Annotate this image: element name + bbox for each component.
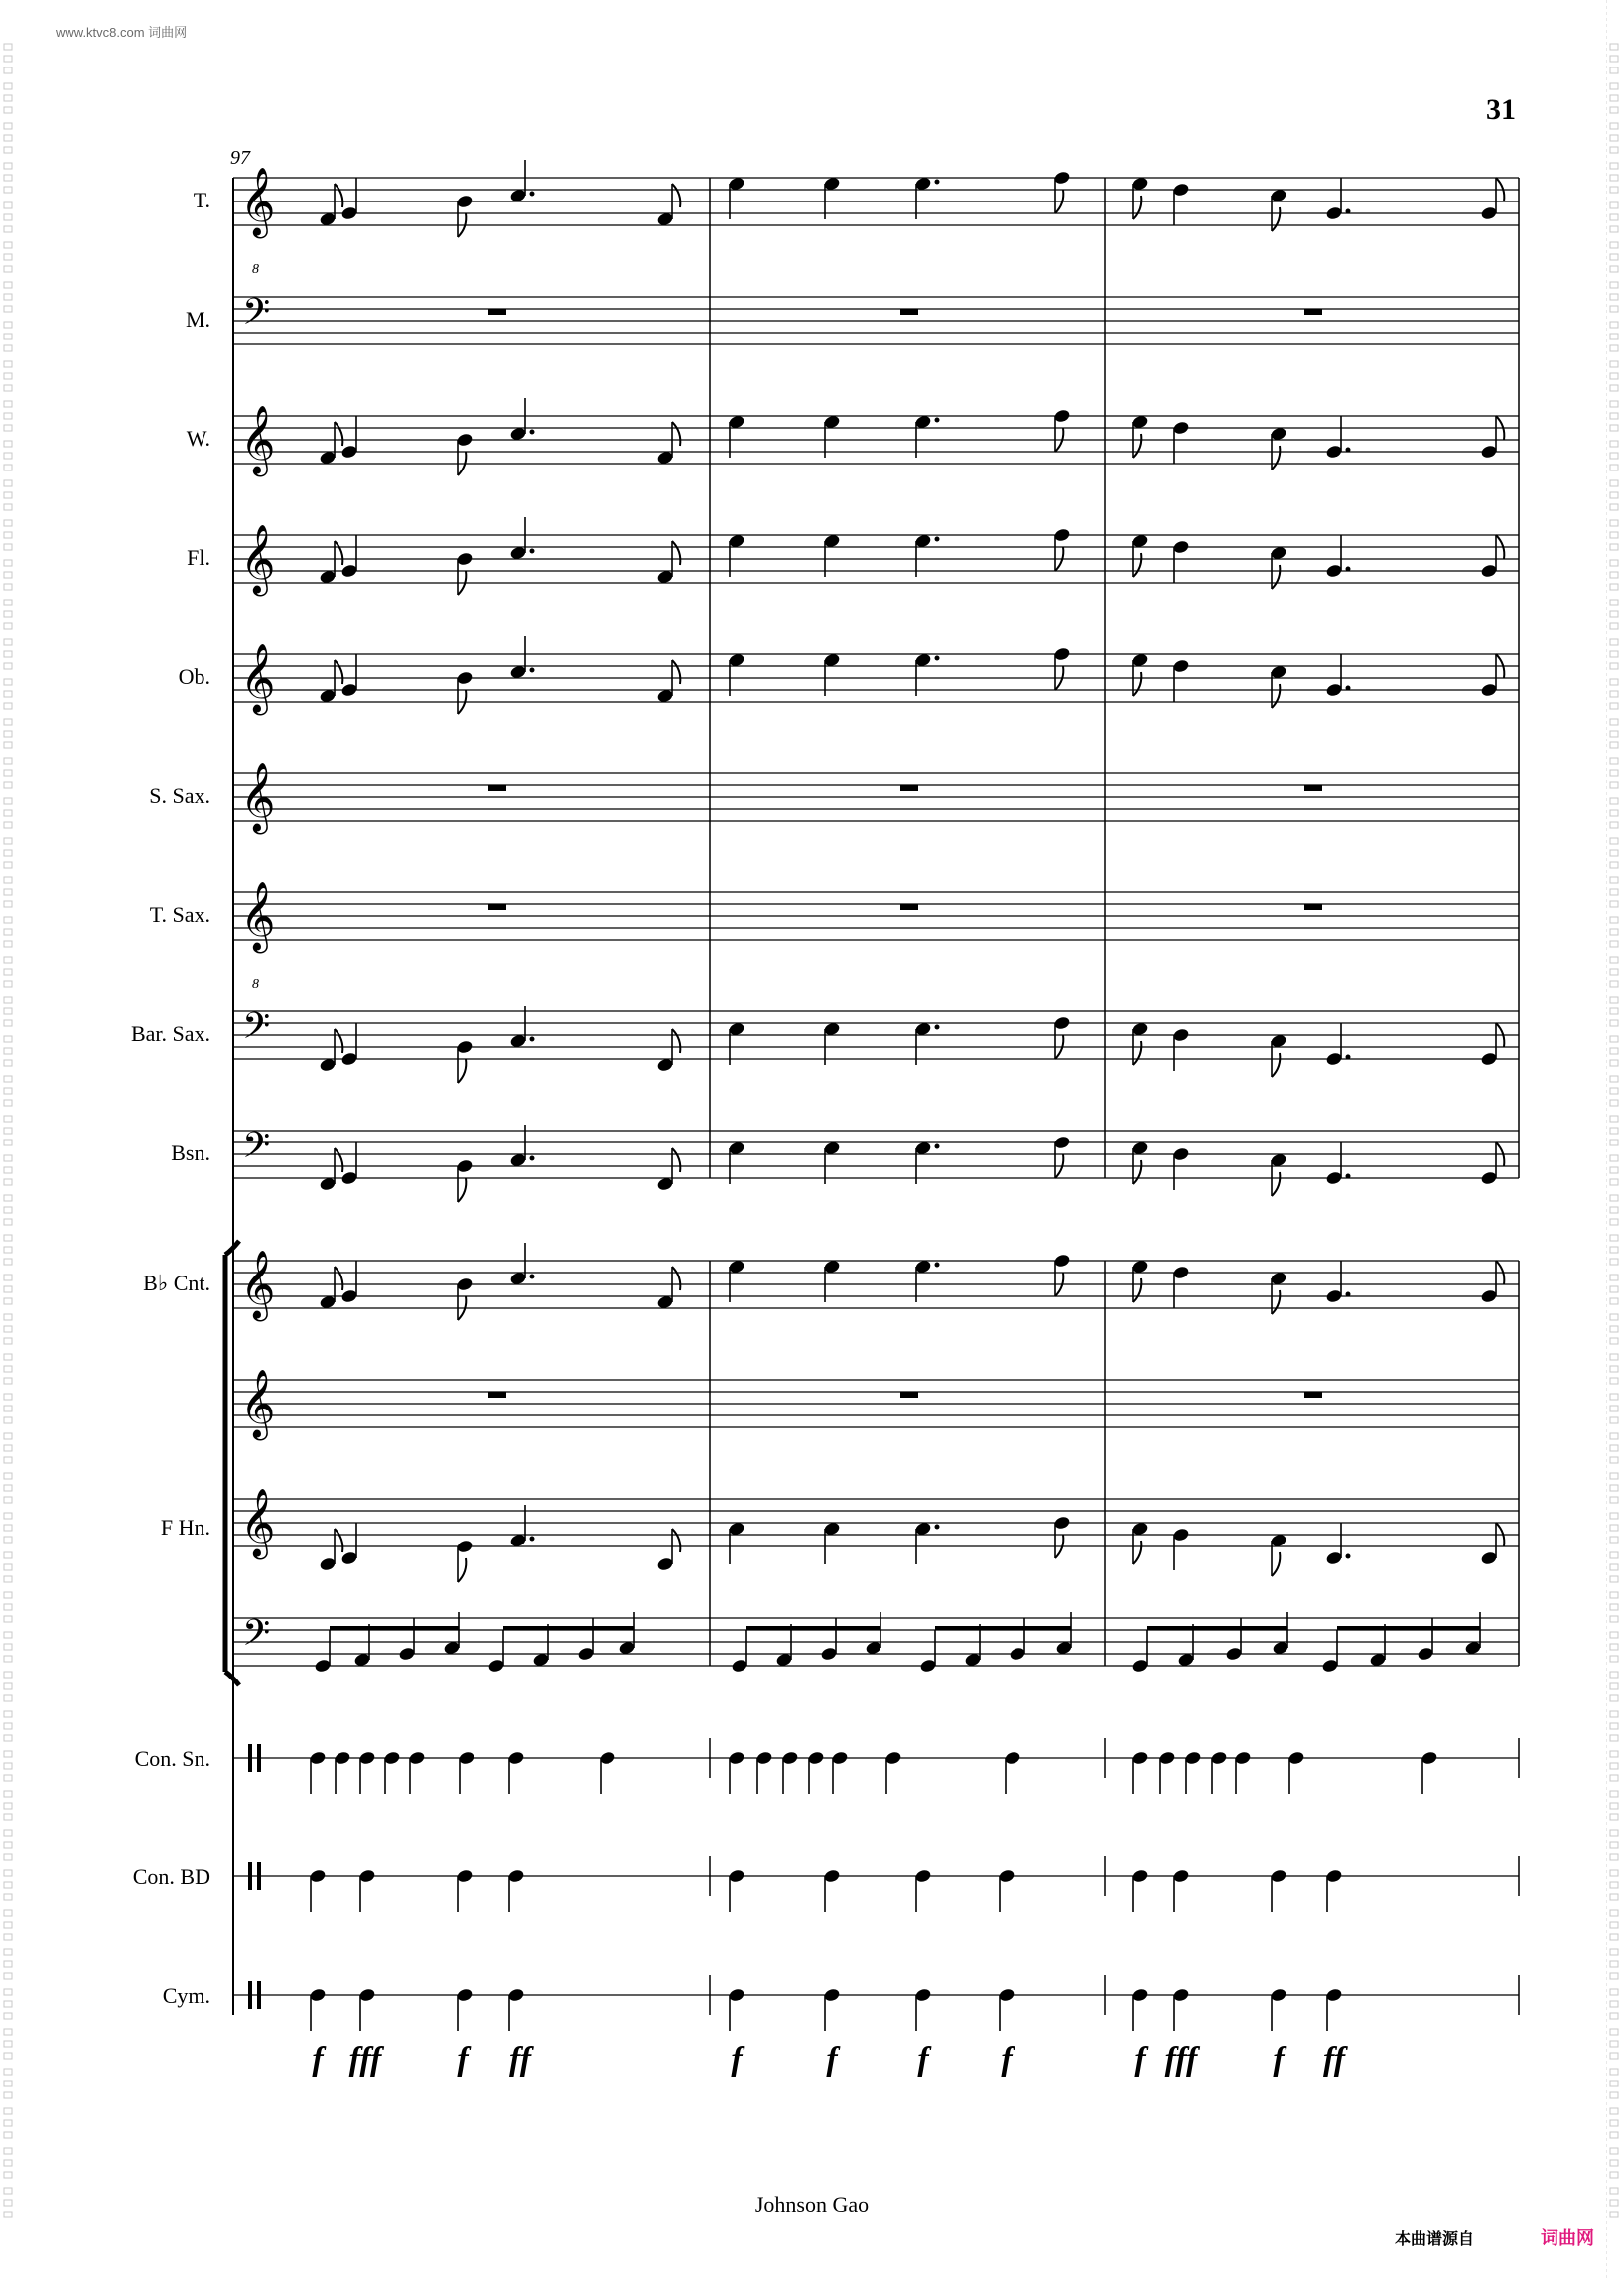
note — [755, 1750, 773, 1794]
whole-rest — [1304, 309, 1322, 315]
staff — [233, 178, 1519, 225]
bass-clef-icon: 𝄢 — [242, 1612, 271, 1663]
note — [456, 1039, 474, 1083]
note — [1321, 1630, 1339, 1674]
instrument-label: M. — [185, 307, 210, 332]
note — [1480, 178, 1504, 221]
instrument-label: Cym. — [162, 1983, 210, 2008]
note — [998, 1987, 1015, 2031]
barlines — [225, 178, 1519, 2015]
note — [1172, 1146, 1190, 1190]
treble-clef-icon: 𝄞 — [240, 1369, 276, 1438]
note — [358, 1750, 376, 1794]
dynamic-mark: f — [457, 2041, 469, 2078]
note — [823, 1521, 841, 1564]
dynamic-mark: f — [1273, 2041, 1285, 2078]
note — [1210, 1750, 1228, 1794]
footer-brand[interactable]: 词曲网 — [1541, 2228, 1594, 2248]
whole-rest — [488, 785, 506, 791]
note — [1325, 1868, 1343, 1912]
note — [1184, 1750, 1202, 1794]
note — [1270, 1987, 1287, 2031]
dynamic-mark: f — [1134, 2041, 1146, 2078]
instrument-label: Ob. — [178, 664, 210, 689]
note — [456, 1987, 474, 2031]
staff — [233, 892, 1519, 940]
note — [309, 1987, 327, 2031]
note — [1004, 1750, 1021, 1794]
whole-rest — [900, 785, 918, 791]
note — [1480, 1523, 1504, 1566]
dynamic-mark: f — [917, 2041, 929, 2078]
note — [919, 1630, 937, 1674]
staff — [233, 1618, 1519, 1666]
note — [1131, 1630, 1149, 1674]
note — [1325, 1523, 1350, 1566]
treble-clef-icon: 𝄞 — [240, 762, 276, 832]
note — [509, 160, 534, 203]
instrument-label: Bar. Sax. — [130, 1021, 210, 1046]
instrument-label: Con. BD — [132, 1864, 210, 1889]
note — [1270, 1533, 1287, 1576]
note — [1053, 1515, 1071, 1558]
note — [1172, 420, 1190, 464]
instrument-label: Con. Sn. — [134, 1746, 210, 1771]
note — [507, 1987, 525, 2031]
note — [509, 1243, 534, 1286]
note — [731, 1630, 748, 1674]
note — [309, 1868, 327, 1912]
note — [823, 1987, 841, 2031]
whole-rest — [488, 1392, 506, 1398]
instrument-label: S. Sax. — [149, 783, 210, 808]
staff — [233, 1499, 1519, 1546]
instrument-label: T. — [193, 188, 210, 212]
note — [820, 1618, 838, 1662]
note — [1172, 539, 1190, 583]
dynamics — [312, 2041, 1348, 2078]
note — [1325, 1261, 1350, 1304]
octave-mark: 8 — [252, 262, 259, 277]
dynamic-mark: fff — [1164, 2041, 1198, 2078]
note — [1480, 535, 1504, 579]
note — [728, 1521, 745, 1564]
note — [1053, 170, 1071, 213]
notes — [309, 160, 1504, 2031]
note — [398, 1618, 416, 1662]
note — [408, 1750, 426, 1794]
note — [456, 432, 474, 475]
treble-clef-icon: 𝄞 — [240, 1250, 276, 1319]
note — [309, 1750, 327, 1794]
dynamic-mark: f — [312, 2041, 324, 2078]
note — [823, 1868, 841, 1912]
dynamic-mark: ff — [508, 2041, 532, 2078]
instrument-label: Bsn. — [171, 1141, 210, 1165]
bass-clef-icon: 𝄢 — [242, 1125, 271, 1175]
dynamic-mark: f — [1001, 2041, 1013, 2078]
note — [1172, 1265, 1190, 1308]
note — [509, 517, 534, 561]
dynamic-mark: ff — [1322, 2041, 1346, 2078]
note — [509, 636, 534, 680]
dynamic-mark: f — [731, 2041, 743, 2078]
staff — [233, 297, 1519, 344]
note — [1225, 1618, 1243, 1662]
note — [831, 1750, 849, 1794]
note — [1270, 1152, 1287, 1196]
note — [507, 1750, 525, 1794]
note — [577, 1618, 595, 1662]
note — [1325, 654, 1350, 698]
note — [1325, 1142, 1350, 1186]
note — [728, 1987, 745, 2031]
note — [334, 1750, 351, 1794]
note — [1131, 1868, 1149, 1912]
note — [456, 1868, 474, 1912]
note — [1131, 1521, 1149, 1564]
note — [1417, 1618, 1434, 1662]
note — [358, 1868, 376, 1912]
whole-rest — [900, 309, 918, 315]
whole-rest — [900, 1392, 918, 1398]
treble-clef-icon: 𝄞 — [240, 405, 276, 474]
staff — [233, 1131, 1519, 1178]
treble-clef-icon: 𝄞 — [240, 524, 276, 594]
whole-rest — [1304, 1392, 1322, 1398]
note — [1480, 654, 1504, 698]
bass-clef-icon: 𝄢 — [242, 291, 271, 341]
measure-number: 97 — [230, 147, 250, 169]
note — [1009, 1618, 1026, 1662]
treble-clef-icon: 𝄞 — [240, 881, 276, 951]
note — [728, 1750, 745, 1794]
whole-rest — [900, 904, 918, 910]
instrument-label: T. Sax. — [149, 902, 210, 927]
note — [1270, 1868, 1287, 1912]
note — [1172, 1527, 1190, 1570]
treble-clef-icon: 𝄞 — [240, 167, 276, 236]
note — [1172, 182, 1190, 225]
staff — [233, 1011, 1519, 1059]
note — [1234, 1750, 1252, 1794]
note — [456, 194, 474, 237]
note — [458, 1750, 475, 1794]
note — [1480, 1261, 1504, 1304]
note — [1053, 1135, 1071, 1178]
note — [1172, 658, 1190, 702]
note — [1172, 1027, 1190, 1071]
treble-clef-icon: 𝄞 — [240, 643, 276, 713]
note — [1480, 1023, 1504, 1067]
note — [1325, 416, 1350, 460]
page-number: 31 — [1486, 93, 1516, 126]
whole-rest — [1304, 785, 1322, 791]
whole-rest — [488, 309, 506, 315]
note — [884, 1750, 902, 1794]
note — [1480, 416, 1504, 460]
header-url[interactable]: www.ktvc8.com 词曲网 — [56, 25, 188, 40]
note — [998, 1868, 1015, 1912]
note — [1421, 1750, 1438, 1794]
note — [383, 1750, 401, 1794]
note — [1053, 1015, 1071, 1059]
note — [358, 1987, 376, 2031]
staves — [233, 178, 1519, 1995]
note — [1053, 646, 1071, 690]
composer: Johnson Gao — [754, 2192, 870, 2216]
whole-rest — [1304, 904, 1322, 910]
note — [507, 1868, 525, 1912]
footer-source-text: 本曲谱源自 — [1395, 2231, 1475, 2248]
note — [1325, 1987, 1343, 2031]
note — [456, 551, 474, 595]
note — [914, 1987, 932, 2031]
note — [1172, 1868, 1190, 1912]
note — [1287, 1750, 1305, 1794]
instrument-label: F Hn. — [160, 1515, 210, 1540]
note — [1270, 1033, 1287, 1077]
instrument-label: B♭ Cnt. — [143, 1271, 210, 1295]
note — [1158, 1750, 1176, 1794]
note — [1053, 408, 1071, 452]
note — [1053, 1253, 1071, 1296]
dynamic-mark: fff — [348, 2041, 382, 2078]
instrument-labels — [131, 167, 276, 2009]
note — [509, 398, 534, 442]
note — [487, 1630, 505, 1674]
staff — [233, 416, 1519, 464]
note — [1131, 1750, 1149, 1794]
note — [1053, 527, 1071, 571]
note — [728, 1868, 745, 1912]
bass-clef-icon: 𝄢 — [242, 1006, 271, 1056]
staff — [233, 773, 1519, 821]
staff — [233, 654, 1519, 702]
note — [456, 1276, 474, 1320]
note — [1480, 1142, 1504, 1186]
note — [1325, 535, 1350, 579]
octave-mark: 8 — [252, 977, 259, 992]
treble-clef-icon: 𝄞 — [240, 1488, 276, 1557]
note — [599, 1750, 616, 1794]
instrument-label: Fl. — [187, 545, 210, 570]
note — [914, 1521, 939, 1564]
note — [1325, 1023, 1350, 1067]
staff — [233, 1380, 1519, 1427]
note — [456, 1539, 474, 1582]
note — [314, 1630, 332, 1674]
instrument-label: W. — [186, 426, 210, 451]
staff — [233, 535, 1519, 583]
staff — [233, 1261, 1519, 1308]
note — [456, 670, 474, 714]
note — [1172, 1987, 1190, 2031]
note — [807, 1750, 825, 1794]
note — [456, 1158, 474, 1202]
note — [1325, 178, 1350, 221]
note — [781, 1750, 799, 1794]
dynamic-mark: f — [826, 2041, 838, 2078]
note — [1131, 1987, 1149, 2031]
note — [914, 1868, 932, 1912]
whole-rest — [488, 904, 506, 910]
